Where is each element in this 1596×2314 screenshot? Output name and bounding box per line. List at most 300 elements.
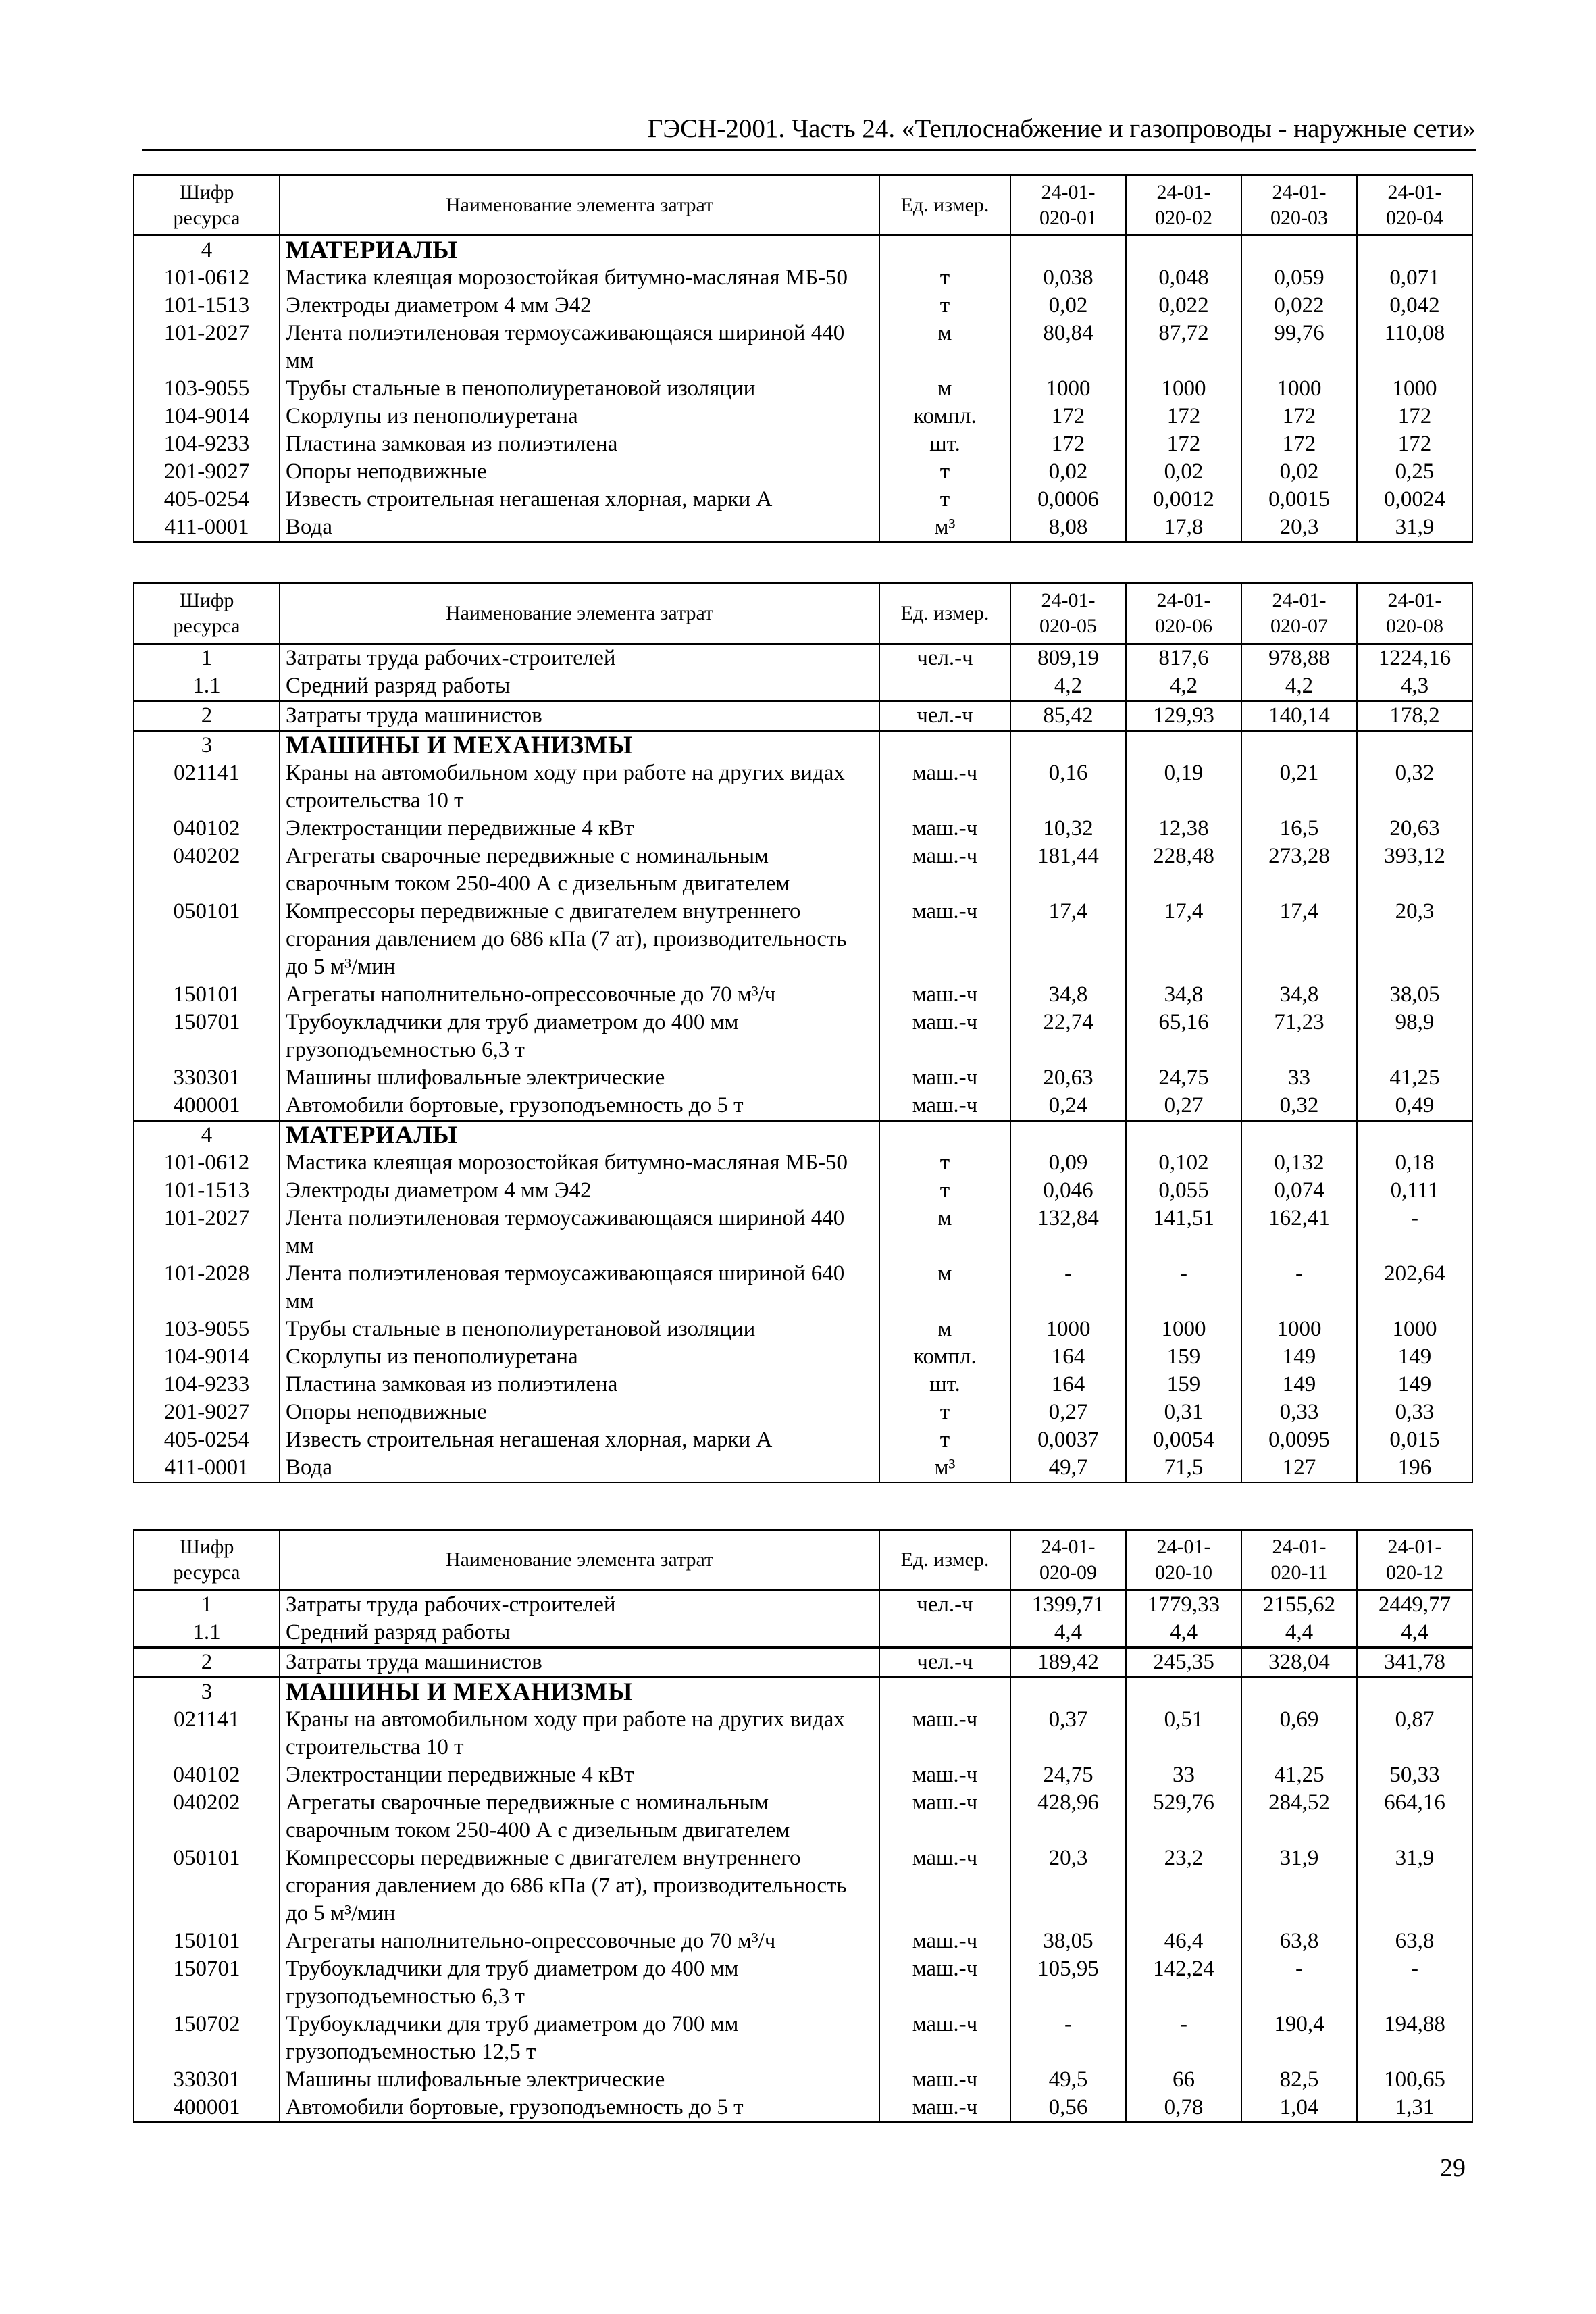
value-cell: 2155,62 [1241,1590,1357,1619]
unit-cell: маш.-ч [879,1844,1010,1928]
unit-cell: м [879,375,1010,403]
unit-cell: т [879,1149,1010,1177]
header-norm-code [1241,584,1357,644]
value-cell: 98,9 [1357,1009,1472,1064]
norm-code-line1: 24-01- [1041,589,1096,611]
norm-code-line1: 24-01- [1041,181,1096,203]
value-cell: 10,32 [1010,815,1126,842]
table-row [134,1426,1472,1454]
resource-code-cell: 104-9014 [134,1343,280,1371]
table-row [134,264,1472,292]
table-row [134,1315,1472,1343]
table-row [134,701,1472,731]
resource-name-cell: Трубы стальные в пенополиуретановой изоляции [280,375,879,403]
page-number: 29 [1440,2154,1466,2182]
unit-cell: шт. [879,430,1010,458]
norm-code-line2: 020-11 [1270,1561,1328,1584]
resource-code-cell: 1.1 [134,672,280,701]
unit-cell: т [879,292,1010,320]
norm-code-line2: 020-10 [1155,1561,1212,1584]
resource-name-cell: Трубоукладчики для труб диаметром до 400 мм грузоподъемностью 6,3 т [280,1009,879,1064]
resource-name-cell: Пластина замковая из полиэтилена [280,1371,879,1399]
value-cell: - [1357,1955,1472,2011]
value-cell: 664,16 [1357,1789,1472,1844]
value-cell: 4,4 [1126,1619,1241,1648]
resource-name-cell: Электростанции передвижные 4 кВт [280,815,879,842]
resource-name-cell: Вода [280,513,879,542]
value-cell: 0,02 [1241,458,1357,486]
resource-name-cell: Агрегаты наполнительно-опрессовочные до 70 м³/ч [280,1928,879,1955]
value-cell: 0,022 [1241,292,1357,320]
resource-code-cell: 330301 [134,1064,280,1092]
value-cell: 0,56 [1010,2094,1126,2122]
unit-cell: компл. [879,403,1010,430]
value-cell: 809,19 [1010,644,1126,673]
resource-name-cell: Мастика клеящая морозостойкая битумно-масляная МБ-50 [280,1149,879,1177]
unit-cell: чел.-ч [879,1648,1010,1678]
resource-table-3 [133,1529,1473,2123]
value-cell: 71,23 [1241,1009,1357,1064]
resource-name-cell: Трубоукладчики для труб диаметром до 400 мм грузоподъемностью 6,3 т [280,1955,879,2011]
value-cell: 529,76 [1126,1789,1241,1844]
value-cell: 12,38 [1126,815,1241,842]
value-cell: 1399,71 [1010,1590,1126,1619]
value-cell: 0,09 [1010,1149,1126,1177]
resource-name-cell: Агрегаты наполнительно-опрессовочные до 70 м³/ч [280,981,879,1009]
unit-cell: маш.-ч [879,1706,1010,1761]
resource-name-cell: Автомобили бортовые, грузоподъемность до 5 т [280,2094,879,2122]
resource-name-cell: Лента полиэтиленовая термоусаживающаяся шириной 440 мм [280,1205,879,1260]
resource-code-cell: 201-9027 [134,1399,280,1426]
header-norm-code [1241,1530,1357,1590]
value-cell: 284,52 [1241,1789,1357,1844]
resource-name-cell: Мастика клеящая морозостойкая битумно-масляная МБ-50 [280,264,879,292]
resource-code-cell: 101-2027 [134,1205,280,1260]
resource-code-cell: 101-2027 [134,320,280,375]
value-cell: 1000 [1126,1315,1241,1343]
value-cell: 38,05 [1010,1928,1126,1955]
page-header: ГЭСН-2001. Часть 24. «Теплоснабжение и газопроводы - наружные сети» [647,114,1476,143]
value-cell: 0,27 [1010,1399,1126,1426]
unit-cell: т [879,1177,1010,1205]
value-cell: 50,33 [1357,1761,1472,1789]
value-cell: 31,9 [1357,1844,1472,1928]
value-cell: 34,8 [1126,981,1241,1009]
value-cell: 24,75 [1010,1761,1126,1789]
value-cell: 0,19 [1126,759,1241,815]
table-row [134,1343,1472,1371]
value-cell: 1000 [1126,375,1241,403]
unit-cell: м [879,1205,1010,1260]
unit-cell: маш.-ч [879,2066,1010,2094]
resource-code-cell: 101-1513 [134,1177,280,1205]
table-row [134,1619,1472,1648]
header-code [134,1530,280,1590]
header-code-line2: ресурса [173,207,240,229]
resource-code-cell: 400001 [134,1092,280,1121]
table-row [134,1149,1472,1177]
resource-name-cell: Известь строительная негашеная хлорная, марки А [280,486,879,513]
unit-cell: маш.-ч [879,981,1010,1009]
resource-code-cell: 103-9055 [134,375,280,403]
value-cell: 63,8 [1357,1928,1472,1955]
resource-name-cell: Затраты труда машинистов [280,1648,879,1678]
value-cell [1241,731,1357,760]
header-code [134,584,280,644]
value-cell: 0,0024 [1357,486,1472,513]
resource-code-cell: 4 [134,1121,280,1150]
header-code-line2: ресурса [173,615,240,637]
table-row [134,1064,1472,1092]
table-row [134,486,1472,513]
resource-name-cell: Лента полиэтиленовая термоусаживающаяся шириной 440 мм [280,320,879,375]
resource-code-cell: 021141 [134,1706,280,1761]
unit-cell: м [879,320,1010,375]
resource-name-cell: Известь строительная негашеная хлорная, марки А [280,1426,879,1454]
value-cell: 1224,16 [1357,644,1472,673]
norm-code-line1: 24-01- [1387,181,1442,203]
unit-cell [879,1678,1010,1707]
resource-name-cell: Машины шлифовальные электрические [280,1064,879,1092]
value-cell: 0,49 [1357,1092,1472,1121]
value-cell: 24,75 [1126,1064,1241,1092]
table-row [134,1454,1472,1482]
unit-cell: м [879,1260,1010,1315]
resource-code-cell: 021141 [134,759,280,815]
unit-cell: шт. [879,1371,1010,1399]
value-cell: 33 [1241,1064,1357,1092]
table-row [134,2094,1472,2122]
section-row [134,1121,1472,1150]
value-cell: 159 [1126,1343,1241,1371]
table-row [134,1371,1472,1399]
value-cell: 20,63 [1357,815,1472,842]
table-row [134,1590,1472,1619]
resource-code-cell: 330301 [134,2066,280,2094]
value-cell: 196 [1357,1454,1472,1482]
unit-cell: маш.-ч [879,1761,1010,1789]
resource-name-cell: МАШИНЫ И МЕХАНИЗМЫ [280,731,879,760]
value-cell [1357,1121,1472,1150]
section-row [134,731,1472,760]
value-cell: - [1010,2011,1126,2066]
resource-code-cell: 400001 [134,2094,280,2122]
resource-code-cell: 201-9027 [134,458,280,486]
value-cell: 817,6 [1126,644,1241,673]
value-cell: 2449,77 [1357,1590,1472,1619]
norm-code-line1: 24-01- [1156,1536,1211,1558]
value-cell [1241,1678,1357,1707]
resource-code-cell: 411-0001 [134,513,280,542]
resource-name-cell: Электростанции передвижные 4 кВт [280,1761,879,1789]
value-cell: 194,88 [1357,2011,1472,2066]
resource-code-cell: 3 [134,731,280,760]
value-cell: 162,41 [1241,1205,1357,1260]
value-cell: 0,25 [1357,458,1472,486]
resource-code-cell: 103-9055 [134,1315,280,1343]
value-cell: 341,78 [1357,1648,1472,1678]
resource-name-cell: Средний разряд работы [280,1619,879,1648]
table-row [134,375,1472,403]
unit-cell [879,731,1010,760]
value-cell: 0,059 [1241,264,1357,292]
value-cell: 71,5 [1126,1454,1241,1482]
value-cell: 34,8 [1010,981,1126,1009]
resource-code-cell: 150101 [134,981,280,1009]
value-cell: 80,84 [1010,320,1126,375]
value-cell: 129,93 [1126,701,1241,731]
value-cell: 142,24 [1126,1955,1241,2011]
value-cell: 20,3 [1357,898,1472,981]
value-cell [1241,1121,1357,1150]
value-cell: 31,9 [1241,1844,1357,1928]
header-unit: Ед. измер. [879,1530,1010,1590]
table-row [134,981,1472,1009]
header-code-line1: Шифр [179,1536,234,1558]
resource-code-cell: 150702 [134,2011,280,2066]
resource-code-cell: 050101 [134,898,280,981]
resource-name-cell: МАШИНЫ И МЕХАНИЗМЫ [280,1678,879,1707]
value-cell: 17,8 [1126,513,1241,542]
value-cell: 172 [1357,430,1472,458]
header-norm-code [1126,176,1241,236]
value-cell: 46,4 [1126,1928,1241,1955]
resource-code-cell: 3 [134,1678,280,1707]
resource-code-cell: 040102 [134,1761,280,1789]
value-cell: 159 [1126,1371,1241,1399]
value-cell: 0,31 [1126,1399,1241,1426]
value-cell: 245,35 [1126,1648,1241,1678]
resource-code-cell: 1.1 [134,1619,280,1648]
unit-cell: маш.-ч [879,842,1010,898]
value-cell: 99,76 [1241,320,1357,375]
value-cell: 110,08 [1357,320,1472,375]
header-unit: Ед. измер. [879,584,1010,644]
resource-name-cell: Электроды диаметром 4 мм Э42 [280,1177,879,1205]
unit-cell: маш.-ч [879,2094,1010,2122]
section-row [134,236,1472,265]
header-unit: Ед. измер. [879,176,1010,236]
table-row [134,1399,1472,1426]
resource-name-cell: Краны на автомобильном ходу при работе на других видах строительства 10 т [280,759,879,815]
value-cell: 17,4 [1241,898,1357,981]
norm-code-line2: 020-01 [1039,207,1097,229]
unit-cell: чел.-ч [879,1590,1010,1619]
value-cell: 0,042 [1357,292,1472,320]
value-cell: 172 [1241,430,1357,458]
value-cell: 0,78 [1126,2094,1241,2122]
value-cell [1357,731,1472,760]
resource-name-cell: Опоры неподвижные [280,1399,879,1426]
unit-cell: чел.-ч [879,701,1010,731]
value-cell [1010,1121,1126,1150]
unit-cell [879,1121,1010,1150]
header-norm-code [1010,176,1126,236]
value-cell: - [1241,1955,1357,2011]
value-cell: 1000 [1241,1315,1357,1343]
value-cell: 4,4 [1357,1619,1472,1648]
table-row [134,1205,1472,1260]
value-cell [1126,1121,1241,1150]
value-cell: 66 [1126,2066,1241,2094]
value-cell: 63,8 [1241,1928,1357,1955]
resource-code-cell: 104-9233 [134,430,280,458]
value-cell: 0,18 [1357,1149,1472,1177]
resource-name-cell: Затраты труда рабочих-строителей [280,644,879,673]
value-cell: 140,14 [1241,701,1357,731]
value-cell: 0,022 [1126,292,1241,320]
value-cell: 33 [1126,1761,1241,1789]
unit-cell: компл. [879,1343,1010,1371]
value-cell: 164 [1010,1371,1126,1399]
value-cell: 1,04 [1241,2094,1357,2122]
norm-code-line1: 24-01- [1272,1536,1327,1558]
value-cell: 0,32 [1241,1092,1357,1121]
value-cell: 105,95 [1010,1955,1126,2011]
header-norm-code [1357,1530,1472,1590]
table-row [134,842,1472,898]
resource-code-cell: 4 [134,236,280,265]
norm-code-line1: 24-01- [1156,181,1211,203]
value-cell: 0,16 [1010,759,1126,815]
unit-cell: т [879,486,1010,513]
resource-code-cell: 2 [134,701,280,731]
resource-code-cell: 405-0254 [134,1426,280,1454]
unit-cell: маш.-ч [879,759,1010,815]
header-norm-code [1357,584,1472,644]
resource-table-2 [133,582,1473,1483]
value-cell: 0,102 [1126,1149,1241,1177]
value-cell: 8,08 [1010,513,1126,542]
table-row [134,1009,1472,1064]
norm-code-line2: 020-05 [1039,615,1097,637]
table-row [134,759,1472,815]
resource-name-cell: Автомобили бортовые, грузоподъемность до 5 т [280,1092,879,1121]
value-cell [1126,1678,1241,1707]
value-cell [1010,731,1126,760]
value-cell: 1779,33 [1126,1590,1241,1619]
value-cell: 1000 [1357,1315,1472,1343]
unit-cell: маш.-ч [879,2011,1010,2066]
value-cell: 190,4 [1241,2011,1357,2066]
value-cell: 0,015 [1357,1426,1472,1454]
value-cell: 65,16 [1126,1009,1241,1064]
norm-code-line2: 020-09 [1039,1561,1097,1584]
unit-cell [879,236,1010,265]
value-cell: 172 [1241,403,1357,430]
value-cell: - [1126,1260,1241,1315]
header-rule [142,149,1476,151]
resource-name-cell: Затраты труда рабочих-строителей [280,1590,879,1619]
value-cell: 0,33 [1357,1399,1472,1426]
table-row [134,292,1472,320]
resource-code-cell: 101-0612 [134,1149,280,1177]
resource-code-cell: 405-0254 [134,486,280,513]
resource-name-cell: Трубоукладчики для труб диаметром до 700 мм грузоподъемностью 12,5 т [280,2011,879,2066]
unit-cell: т [879,458,1010,486]
value-cell [1357,1678,1472,1707]
resource-code-cell: 150701 [134,1955,280,2011]
value-cell: 0,111 [1357,1177,1472,1205]
value-cell: 0,071 [1357,264,1472,292]
resource-code-cell: 040102 [134,815,280,842]
resource-code-cell: 150101 [134,1928,280,1955]
value-cell: 149 [1241,1343,1357,1371]
value-cell: 0,24 [1010,1092,1126,1121]
value-cell: 31,9 [1357,513,1472,542]
value-cell: 20,3 [1241,513,1357,542]
value-cell: 0,0095 [1241,1426,1357,1454]
value-cell [1010,236,1126,265]
value-cell: 20,3 [1010,1844,1126,1928]
unit-cell: маш.-ч [879,815,1010,842]
value-cell: 393,12 [1357,842,1472,898]
value-cell: 0,02 [1010,458,1126,486]
value-cell: 4,3 [1357,672,1472,701]
unit-cell: маш.-ч [879,898,1010,981]
resource-code-cell: 050101 [134,1844,280,1928]
unit-cell: чел.-ч [879,644,1010,673]
resource-name-cell: Вода [280,1454,879,1482]
value-cell: 0,37 [1010,1706,1126,1761]
value-cell: 164 [1010,1343,1126,1371]
value-cell: 328,04 [1241,1648,1357,1678]
table-row [134,1706,1472,1761]
value-cell: 181,44 [1010,842,1126,898]
value-cell: 0,21 [1241,759,1357,815]
header-code-line1: Шифр [179,589,234,611]
value-cell: 172 [1126,403,1241,430]
value-cell: 0,27 [1126,1092,1241,1121]
table-row [134,672,1472,701]
value-cell: 0,038 [1010,264,1126,292]
unit-cell: маш.-ч [879,1955,1010,2011]
value-cell: - [1126,2011,1241,2066]
value-cell: 127 [1241,1454,1357,1482]
header-name: Наименование элемента затрат [280,1530,879,1590]
value-cell: 0,048 [1126,264,1241,292]
value-cell: 0,51 [1126,1706,1241,1761]
value-cell: 87,72 [1126,320,1241,375]
value-cell: 1000 [1010,375,1126,403]
value-cell: 178,2 [1357,701,1472,731]
value-cell: 1000 [1010,1315,1126,1343]
value-cell: 202,64 [1357,1260,1472,1315]
unit-cell: маш.-ч [879,1789,1010,1844]
value-cell: 41,25 [1357,1064,1472,1092]
value-cell: 0,132 [1241,1149,1357,1177]
table-row [134,458,1472,486]
norm-code-line1: 24-01- [1387,589,1442,611]
table-body [134,236,1472,543]
norm-code-line2: 020-06 [1155,615,1212,637]
value-cell: 0,055 [1126,1177,1241,1205]
value-cell: 0,0054 [1126,1426,1241,1454]
value-cell: 0,69 [1241,1706,1357,1761]
value-cell: 428,96 [1010,1789,1126,1844]
header-norm-code [1357,176,1472,236]
norm-code-line2: 020-04 [1386,207,1443,229]
resource-name-cell: Скорлупы из пенополиуретана [280,403,879,430]
unit-cell: маш.-ч [879,1009,1010,1064]
unit-cell [879,1619,1010,1648]
value-cell: 82,5 [1241,2066,1357,2094]
unit-cell: маш.-ч [879,1092,1010,1121]
norm-code-line1: 24-01- [1272,181,1327,203]
value-cell: 22,74 [1010,1009,1126,1064]
value-cell: 0,02 [1126,458,1241,486]
resource-name-cell: Компрессоры передвижные с двигателем внутреннего сгорания давлением до 686 кПа (7 ат), производительность до 5 м³/мин [280,898,879,981]
